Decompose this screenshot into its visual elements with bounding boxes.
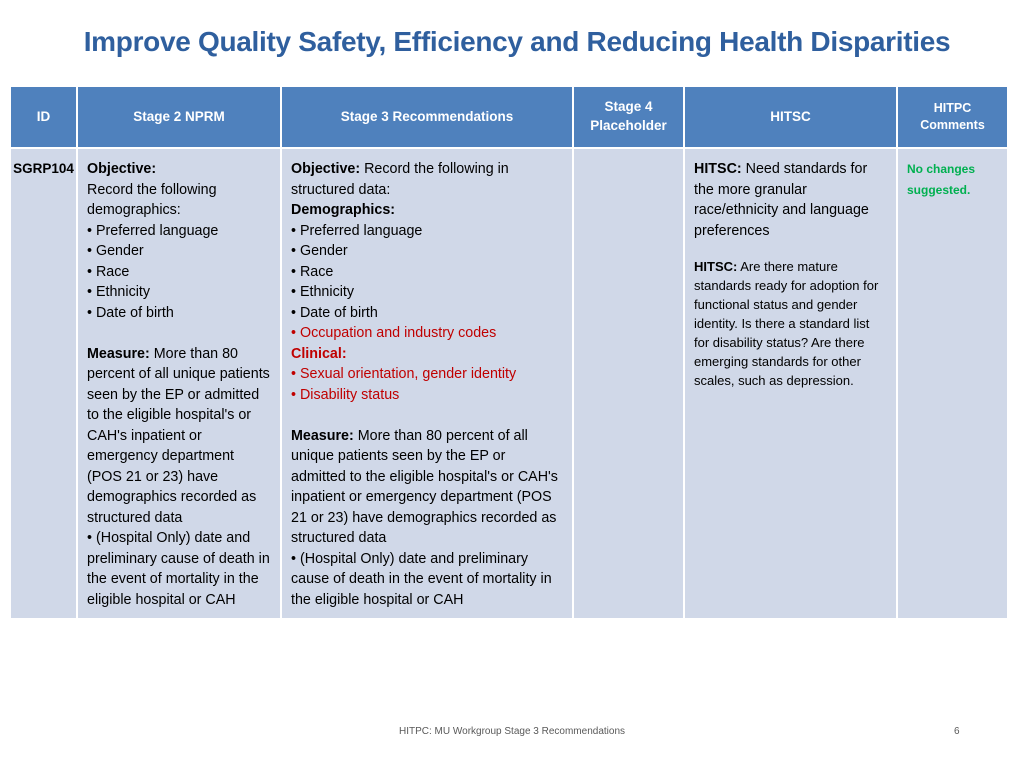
hitsc-note-1 (694, 159, 888, 241)
stage3-clinical-bullet: • Sexual orientation, gender identity (291, 366, 517, 382)
stage3-hospital-text: • (Hospital Only) date and preliminary cause of death in the event of mortality in the eligible hospital or CAH (291, 550, 552, 608)
stage3-bullet: • Ethnicity (291, 284, 355, 300)
stage3-bullet: • Date of birth (291, 304, 378, 321)
header-id: ID (10, 86, 77, 148)
stage2-measure-text: More than 80 percent of all unique patients seen by the EP or admitted to the eligible hospital's or CAH's inpatient or emergency department (POS 21 or 23) have demographics recorded as structured data (87, 345, 270, 526)
page-number: 6 (954, 726, 960, 737)
header-hitpc: HITPC Comments (897, 86, 1008, 148)
header-hitsc: HITSC (684, 86, 897, 148)
recommendations-table (9, 85, 1009, 620)
stage3-measure-text: More than 80 percent of all unique patients seen by the EP or admitted to the eligible hospital's or CAH's inpatient or emergency department (POS 21 or 23) have demographics recorded as structured data (291, 427, 558, 546)
slide-title: Improve Quality Safety, Efficiency and Reducing Health Disparities (83, 26, 951, 57)
stage3-new-bullet: • Occupation and industry codes (291, 325, 497, 341)
stage3-demographics-label: Demographics: (291, 202, 396, 218)
spacer (291, 405, 564, 426)
hitsc-text: Are there mature standards ready for adoption for functional status and gender identity. Is there a standard list for disability status? Are there emerging standards for other scales, such as depression. (694, 259, 879, 388)
hitpc-cell (897, 148, 1008, 619)
stage2-bullet: • Gender (87, 243, 144, 259)
stage2-measure (87, 344, 272, 529)
stage4-cell (573, 148, 684, 619)
stage2-cell (77, 148, 281, 619)
stage3-clinical-label: Clinical: (291, 345, 347, 362)
stage3-objective (291, 159, 564, 200)
stage3-bullet: • Race (291, 263, 334, 280)
stage3-cell (281, 148, 573, 619)
stage3-objective-label: Objective: (291, 161, 361, 177)
hitpc-comment: No changes suggested. (907, 162, 976, 197)
hitsc-cell (684, 148, 897, 619)
stage2-bullet: • Preferred language (87, 222, 219, 239)
row-id: SGRP104 (10, 148, 77, 619)
table-row (10, 148, 1008, 619)
hitsc-text: Need standards for the more granular race/ethnicity and language preferences (694, 161, 869, 239)
stage2-objective-label: Objective: (87, 161, 157, 177)
spacer (87, 323, 272, 344)
stage2-bullet: • Race (87, 263, 130, 280)
stage2-hospital-text: • (Hospital Only) date and preliminary cause of death in the event of mortality in the eligible hospital or CAH (87, 530, 270, 608)
stage2-measure-label: Measure: (87, 345, 150, 362)
hitsc-label: HITSC: (694, 161, 742, 177)
hitsc-note-2 (694, 257, 888, 390)
stage3-objective-text: Record the following in structured data: (291, 161, 509, 198)
stage3-measure (291, 426, 564, 549)
hitsc-label: HITSC: (694, 259, 738, 274)
stage2-bullet: • Date of birth (87, 304, 174, 321)
stage3-measure-label: Measure: (291, 427, 354, 444)
header-stage4: Stage 4 Placeholder (573, 86, 684, 148)
stage2-objective-text: Record the following demographics: (87, 181, 217, 218)
stage3-bullet: • Gender (291, 243, 348, 259)
stage3-bullet: • Preferred language (291, 222, 423, 239)
table-header-row (10, 86, 1008, 148)
stage3-clinical-bullet: • Disability status (291, 386, 400, 403)
header-stage2: Stage 2 NPRM (77, 86, 281, 148)
slide-footer: HITPC: MU Workgroup Stage 3 Recommendations (398, 726, 625, 737)
header-stage3: Stage 3 Recommendations (281, 86, 573, 148)
stage2-bullet: • Ethnicity (87, 284, 151, 300)
